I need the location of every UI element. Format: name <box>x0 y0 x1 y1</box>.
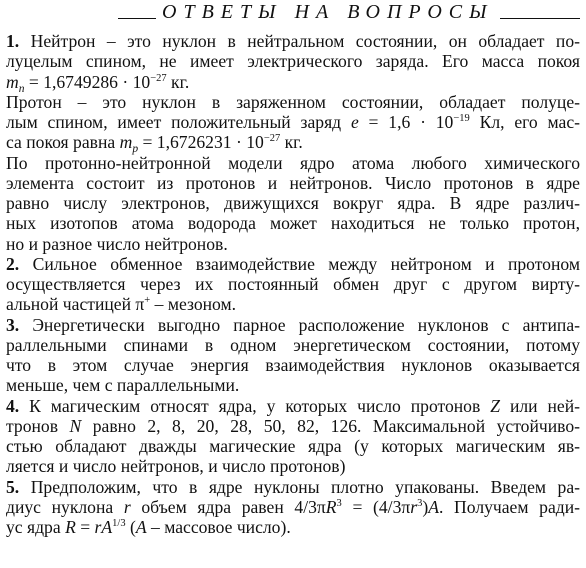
text-line: са покоя равна $m_p = 1,6726231 \cdot 10^{-27}$ кг. <box>6 132 303 156</box>
answer-item <box>6 396 580 477</box>
answer-item <box>6 477 580 538</box>
text-line: осуществляется через их постоянный обмен друг с другом вирту- <box>6 274 580 294</box>
text-line: альной частицей π+ – мезоном. <box>6 294 237 315</box>
text-line: 5. Предположим, что в ядре нуклоны плотно упакованы. Введем ра- <box>6 476 580 497</box>
text-line: но и разное число нейтронов. <box>6 233 228 254</box>
text-line: ус ядра $R = rA^{1/3}$ (A – массовое число). <box>6 517 291 537</box>
page-header <box>6 0 580 26</box>
text-line: 3. Энергетически выгодно парное расположение нуклонов с антипа- <box>6 314 580 335</box>
text-line: меньше, чем с параллельными. <box>6 375 240 396</box>
text-line: раллельными спинами в одном энергетическом состоянии, потому <box>6 334 580 355</box>
text-line: что в этом случае энергия взаимодействия нуклонов оказывается <box>6 355 580 375</box>
text-line: 2. Сильное обменное взаимодействие между нейтроном и протоном <box>6 253 580 274</box>
text-line: элемента состоит из протонов и нейтронов. Число протонов в ядре <box>6 172 580 193</box>
answer-item <box>6 31 580 254</box>
text-line: ных изотопов атома водорода может находиться не только протон, <box>6 213 580 234</box>
text-line: равно числу электронов, движущихся вокруг ядра. В ядре различ- <box>6 193 580 213</box>
text-line: $m_n = 1,6749286 \cdot 10^{-27}$ кг. <box>6 71 190 95</box>
text-line: диус нуклона r объем ядра равен $4/3\pi R^3 = (4/3\pi r^3)A$. Получаем ради- <box>6 496 580 517</box>
answer-item <box>6 254 580 315</box>
page <box>6 0 580 537</box>
answers-list <box>6 31 580 537</box>
answer-number: 4. <box>6 395 20 416</box>
text-line: 4. К магическим относят ядра, у которых число протонов Z или ней- <box>6 395 581 416</box>
text-line: луцелым спином, не имеет электрического заряда. Его масса покоя <box>6 51 580 72</box>
text-line: По протонно-нейтронной модели ядро атома любого химического <box>6 152 580 173</box>
text-line: стью обладают дважды магические ядра (у которых магическим яв- <box>6 436 580 456</box>
text-line: 1. Нейтрон – это нуклон в нейтральном состоянии, он обладает по- <box>6 31 580 51</box>
answer-item <box>6 315 580 396</box>
text-line: ляется и число нейтронов, и число протонов) <box>6 456 346 477</box>
text-line: Протон – это нуклон в заряженном состоянии, обладает полуце- <box>6 91 580 112</box>
answer-number: 1. <box>6 31 20 51</box>
answer-number: 2. <box>6 253 20 274</box>
answer-number: 3. <box>6 314 20 335</box>
answer-number: 5. <box>6 476 20 497</box>
text-line: лым спином, имеет положительный заряд $e = 1,6 \cdot 10^{-19}$ Кл, его мас- <box>6 112 580 132</box>
text-line: тронов N равно 2, 8, 20, 28, 50, 82, 126. Максимальной устойчиво- <box>6 415 580 436</box>
page-title: ОТВЕТЫ НА ВОПРОСЫ <box>156 0 500 24</box>
